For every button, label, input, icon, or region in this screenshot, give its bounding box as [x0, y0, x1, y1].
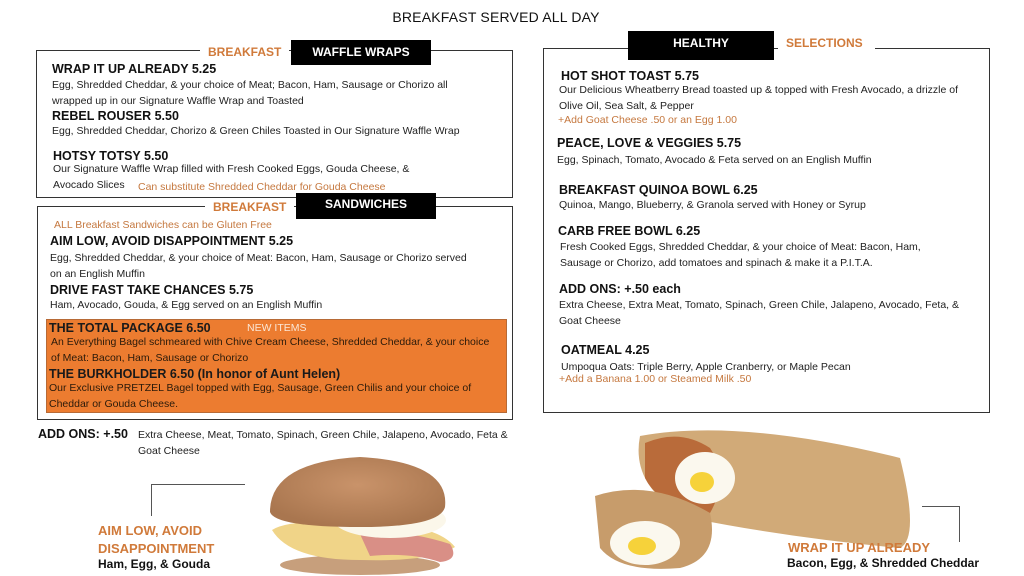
menu-item-desc: Ham, Avocado, Gouda, & Egg served on an English Muffin	[50, 299, 323, 311]
healthy-tab-selections: SELECTIONS	[778, 35, 875, 51]
menu-item-desc: An Everything Bagel schmeared with Chive Cream Cheese, Shredded Cheddar, & your choice of Meat: Bacon, Ham, Sausage or Chorizo	[51, 336, 490, 364]
add-on-note: +Add a Banana 1.00 or Steamed Milk .50	[559, 373, 752, 385]
menu-item-name: AIM LOW, AVOID DISAPPOINTMENT 5.25	[50, 234, 294, 248]
menu-item-desc: Egg, Spinach, Tomato, Avocado & Feta served on an English Muffin	[557, 154, 872, 166]
menu-item-desc: Egg, Shredded Cheddar, & your choice of Meat; Bacon, Ham, Sausage or Chorizo all wrapped up in our Signature Waffle Wrap and Toasted	[52, 79, 448, 107]
add-on-note: +Add Goat Cheese .50 or an Egg 1.00	[558, 114, 737, 126]
callout-line	[922, 506, 960, 542]
add-ons-label: ADD ONS: +.50	[38, 427, 128, 441]
sandwiches-tab-breakfast: BREAKFAST	[205, 199, 294, 215]
callout-line	[151, 484, 245, 516]
menu-item-name: ADD ONS: +.50 each	[559, 282, 681, 296]
sandwich-photo	[250, 452, 470, 576]
new-items-badge: NEW ITEMS	[247, 322, 307, 334]
menu-item-desc: Quinoa, Mango, Blueberry, & Granola served with Honey or Syrup	[559, 199, 866, 211]
substitution-note: Can substitute Shredded Cheddar for Gouda Cheese	[138, 181, 386, 193]
wrap-photo-subtitle: Bacon, Egg, & Shredded Cheddar	[787, 556, 980, 570]
gluten-free-note: ALL Breakfast Sandwiches can be Gluten Free	[54, 219, 272, 231]
menu-item-name: WRAP IT UP ALREADY 5.25	[52, 62, 217, 76]
sandwiches-tab-title: SANDWICHES	[296, 193, 436, 219]
sandwich-photo-subtitle: Ham, Egg, & Gouda	[98, 557, 211, 571]
page-title: BREAKFAST SERVED ALL DAY	[392, 9, 600, 25]
menu-item-desc: Our Delicious Wheatberry Bread toasted up & topped with Fresh Avocado, a drizzle of Olive Oil, Sea Salt, & Pepper	[559, 84, 959, 112]
menu-item-name: DRIVE FAST TAKE CHANCES 5.75	[50, 283, 254, 297]
menu-item-desc: Our Exclusive PRETZEL Bagel topped with Egg, Sausage, Green Chilis and your choice of Cheddar or Gouda Cheese.	[49, 382, 472, 410]
sandwich-photo-title: AIM LOW, AVOID DISAPPOINTMENT	[98, 523, 215, 556]
waffle-wraps-tab-breakfast: BREAKFAST	[200, 44, 289, 60]
menu-item-desc: Extra Cheese, Extra Meat, Tomato, Spinach, Green Chile, Jalapeno, Avocado, Feta, & Goat Cheese	[559, 299, 959, 327]
menu-item-desc: Egg, Shredded Cheddar, & your choice of Meat: Bacon, Ham, Sausage or Chorizo served on an English Muffin	[50, 252, 467, 280]
new-items-promo	[46, 319, 507, 413]
menu-item-desc: Egg, Shredded Cheddar, Chorizo & Green Chiles Toasted in Our Signature Waffle Wrap	[52, 125, 460, 137]
menu-item-name: THE BURKHOLDER 6.50 (In honor of Aunt Helen)	[49, 367, 341, 381]
menu-item-name: PEACE, LOVE & VEGGIES 5.75	[557, 136, 742, 150]
menu-item-name: BREAKFAST QUINOA BOWL 6.25	[559, 183, 758, 197]
menu-item-desc: Our Signature Waffle Wrap filled with Fresh Cooked Eggs, Gouda Cheese, &	[53, 163, 410, 175]
add-ons-desc: Extra Cheese, Meat, Tomato, Spinach, Green Chile, Jalapeno, Avocado, Feta & Goat Cheese	[138, 429, 508, 457]
menu-item-name: HOT SHOT TOAST 5.75	[561, 69, 699, 83]
menu-item-name: HOTSY TOTSY 5.50	[53, 149, 169, 163]
healthy-tab-title: HEALTHY	[628, 31, 774, 60]
waffle-wraps-tab-title: WAFFLE WRAPS	[291, 40, 431, 65]
wrap-photo-title: WRAP IT UP ALREADY	[788, 540, 931, 555]
menu-item-desc: Fresh Cooked Eggs, Shredded Cheddar, & your choice of Meat: Bacon, Ham, Sausage or Chorizo, add tomatoes and spinach & make it a P.I.T.A.	[560, 241, 921, 269]
menu-item-name: CARB FREE BOWL 6.25	[558, 224, 701, 238]
menu-item-name: OATMEAL 4.25	[561, 343, 650, 357]
menu-item-name: REBEL ROUSER 5.50	[52, 109, 179, 123]
menu-item-name: THE TOTAL PACKAGE 6.50	[49, 321, 211, 335]
menu-item-desc: Umpoqua Oats: Triple Berry, Apple Cranberry, or Maple Pecan	[561, 361, 851, 373]
menu-item-desc: Avocado Slices	[53, 179, 125, 191]
